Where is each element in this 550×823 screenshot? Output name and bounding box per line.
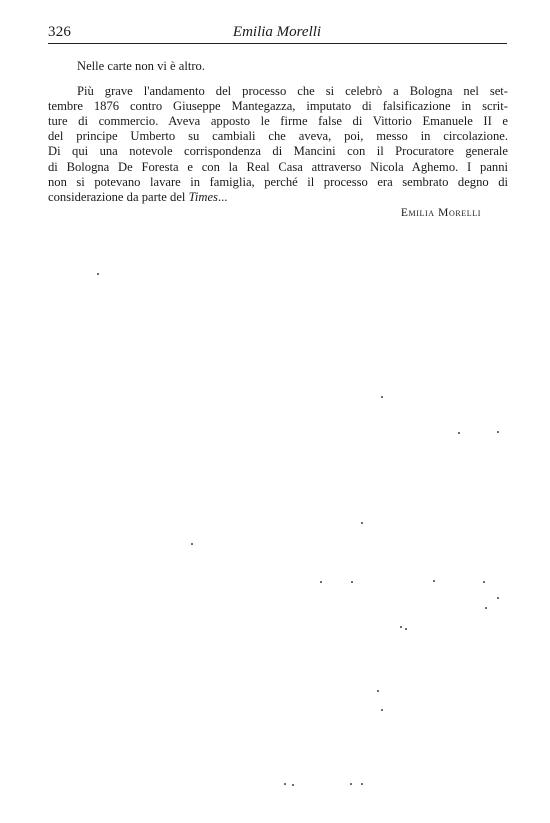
scan-speck [433,580,435,582]
scan-speck [400,626,402,628]
scan-speck [497,597,499,599]
paragraph-2-line-3: ture di commercio. Aveva apposto le firme false di Vittorio Emanuele II e [48,114,508,129]
paragraph-2-line-6: di Bologna De Foresta e con la Real Casa attraverso Nicola Aghemo. I panni [48,159,508,174]
scan-speck [361,783,363,785]
paragraph-2-line-8 [48,190,508,205]
scan-speck [381,396,383,398]
paragraph-2-line-4: del principe Umberto su cambiali che aveva, poi, messo in circolazione. [48,129,508,144]
scan-speck [405,628,407,630]
scan-speck [97,273,99,275]
header-rule [48,43,507,44]
paragraph-1: Nelle carte non vi è altro. [77,59,205,73]
paragraph-2-line-5: Di qui una notevole corrispondenza di Mancini con il Procuratore generale [48,144,508,159]
author-signature: Emilia Morelli [400,207,481,219]
scan-speck [361,522,363,524]
paragraph-2-line-2: tembre 1876 contro Giuseppe Mantegazza, imputato di falsificazione in scrit- [48,99,508,114]
scan-speck [284,783,286,785]
scan-speck [485,607,487,609]
running-head [48,24,506,44]
scan-speck [458,432,460,434]
paragraph-2 [48,84,508,205]
scan-speck [497,431,499,433]
scan-speck [320,581,322,583]
scan-speck [381,709,383,711]
scan-speck [483,581,485,583]
scan-speck [292,784,294,786]
page-number: 326 [48,24,72,40]
last-line-prefix: considerazione da parte del [48,189,189,204]
paragraph-2-line-1: Più grave l'andamento del processo che si celebrò a Bologna nel set- [77,84,508,99]
times-title: Times [188,189,218,204]
scan-speck [191,543,193,545]
scan-speck [350,783,352,785]
scan-speck [377,690,379,692]
body-text [48,59,508,205]
last-line-suffix: ... [217,189,228,204]
paragraph-2-line-7: non si potevano lavare in famiglia, perché il processo era sembrato degno di [48,174,508,189]
running-title: Emilia Morelli [232,24,322,40]
scan-speck [351,581,353,583]
